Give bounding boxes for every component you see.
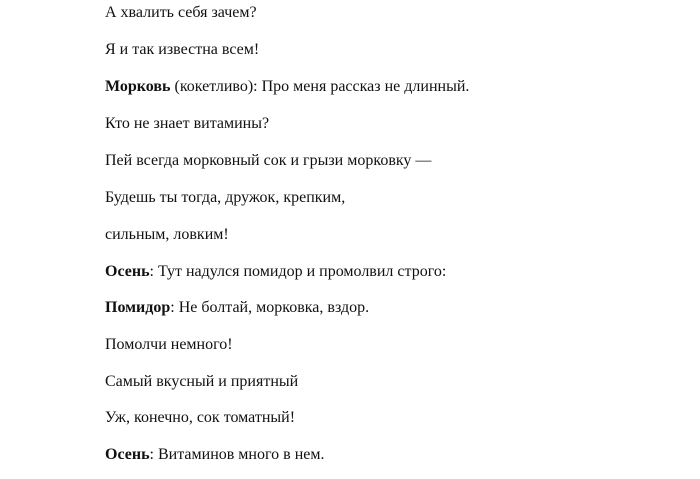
line-text: Самый вкусный и приятный <box>105 373 299 390</box>
text-line <box>105 3 257 23</box>
text-line <box>105 188 345 208</box>
text-line <box>105 40 259 60</box>
text-line <box>105 298 369 318</box>
line-text: сильным, ловким! <box>105 226 229 243</box>
text-line <box>105 151 431 171</box>
line-text: : Не болтай, морковка, вздор. <box>170 299 370 316</box>
line-text: (кокетливо): Про меня рассказ не длинный. <box>170 78 470 95</box>
line-text: : Витаминов много в нем. <box>149 446 325 463</box>
text-line <box>105 335 233 355</box>
text-line <box>105 408 295 428</box>
line-text: Кто не знает витамины? <box>105 115 270 132</box>
line-text: Помолчи немного! <box>105 336 233 353</box>
speaker-name: Помидор <box>105 299 171 316</box>
line-text: Пей всегда морковный сок и грызи морковку — <box>105 152 432 169</box>
line-text: А хвалить себя зачем? <box>105 4 257 21</box>
speaker-name: Осень <box>105 446 150 463</box>
text-line <box>105 114 269 134</box>
line-text: Уж, конечно, сок томатный! <box>105 409 296 426</box>
line-text: Будешь ты тогда, дружок, крепким, <box>105 189 346 206</box>
speaker-name: Морковь <box>105 78 171 95</box>
line-text: Я и так известна всем! <box>105 41 260 58</box>
line-text: : Тут надулся помидор и промолвил строго: <box>149 263 447 280</box>
text-line <box>105 225 229 245</box>
text-line <box>105 262 446 282</box>
text-line <box>105 77 469 97</box>
text-line <box>105 445 325 465</box>
speaker-name: Осень <box>105 263 150 280</box>
text-line <box>105 372 298 392</box>
